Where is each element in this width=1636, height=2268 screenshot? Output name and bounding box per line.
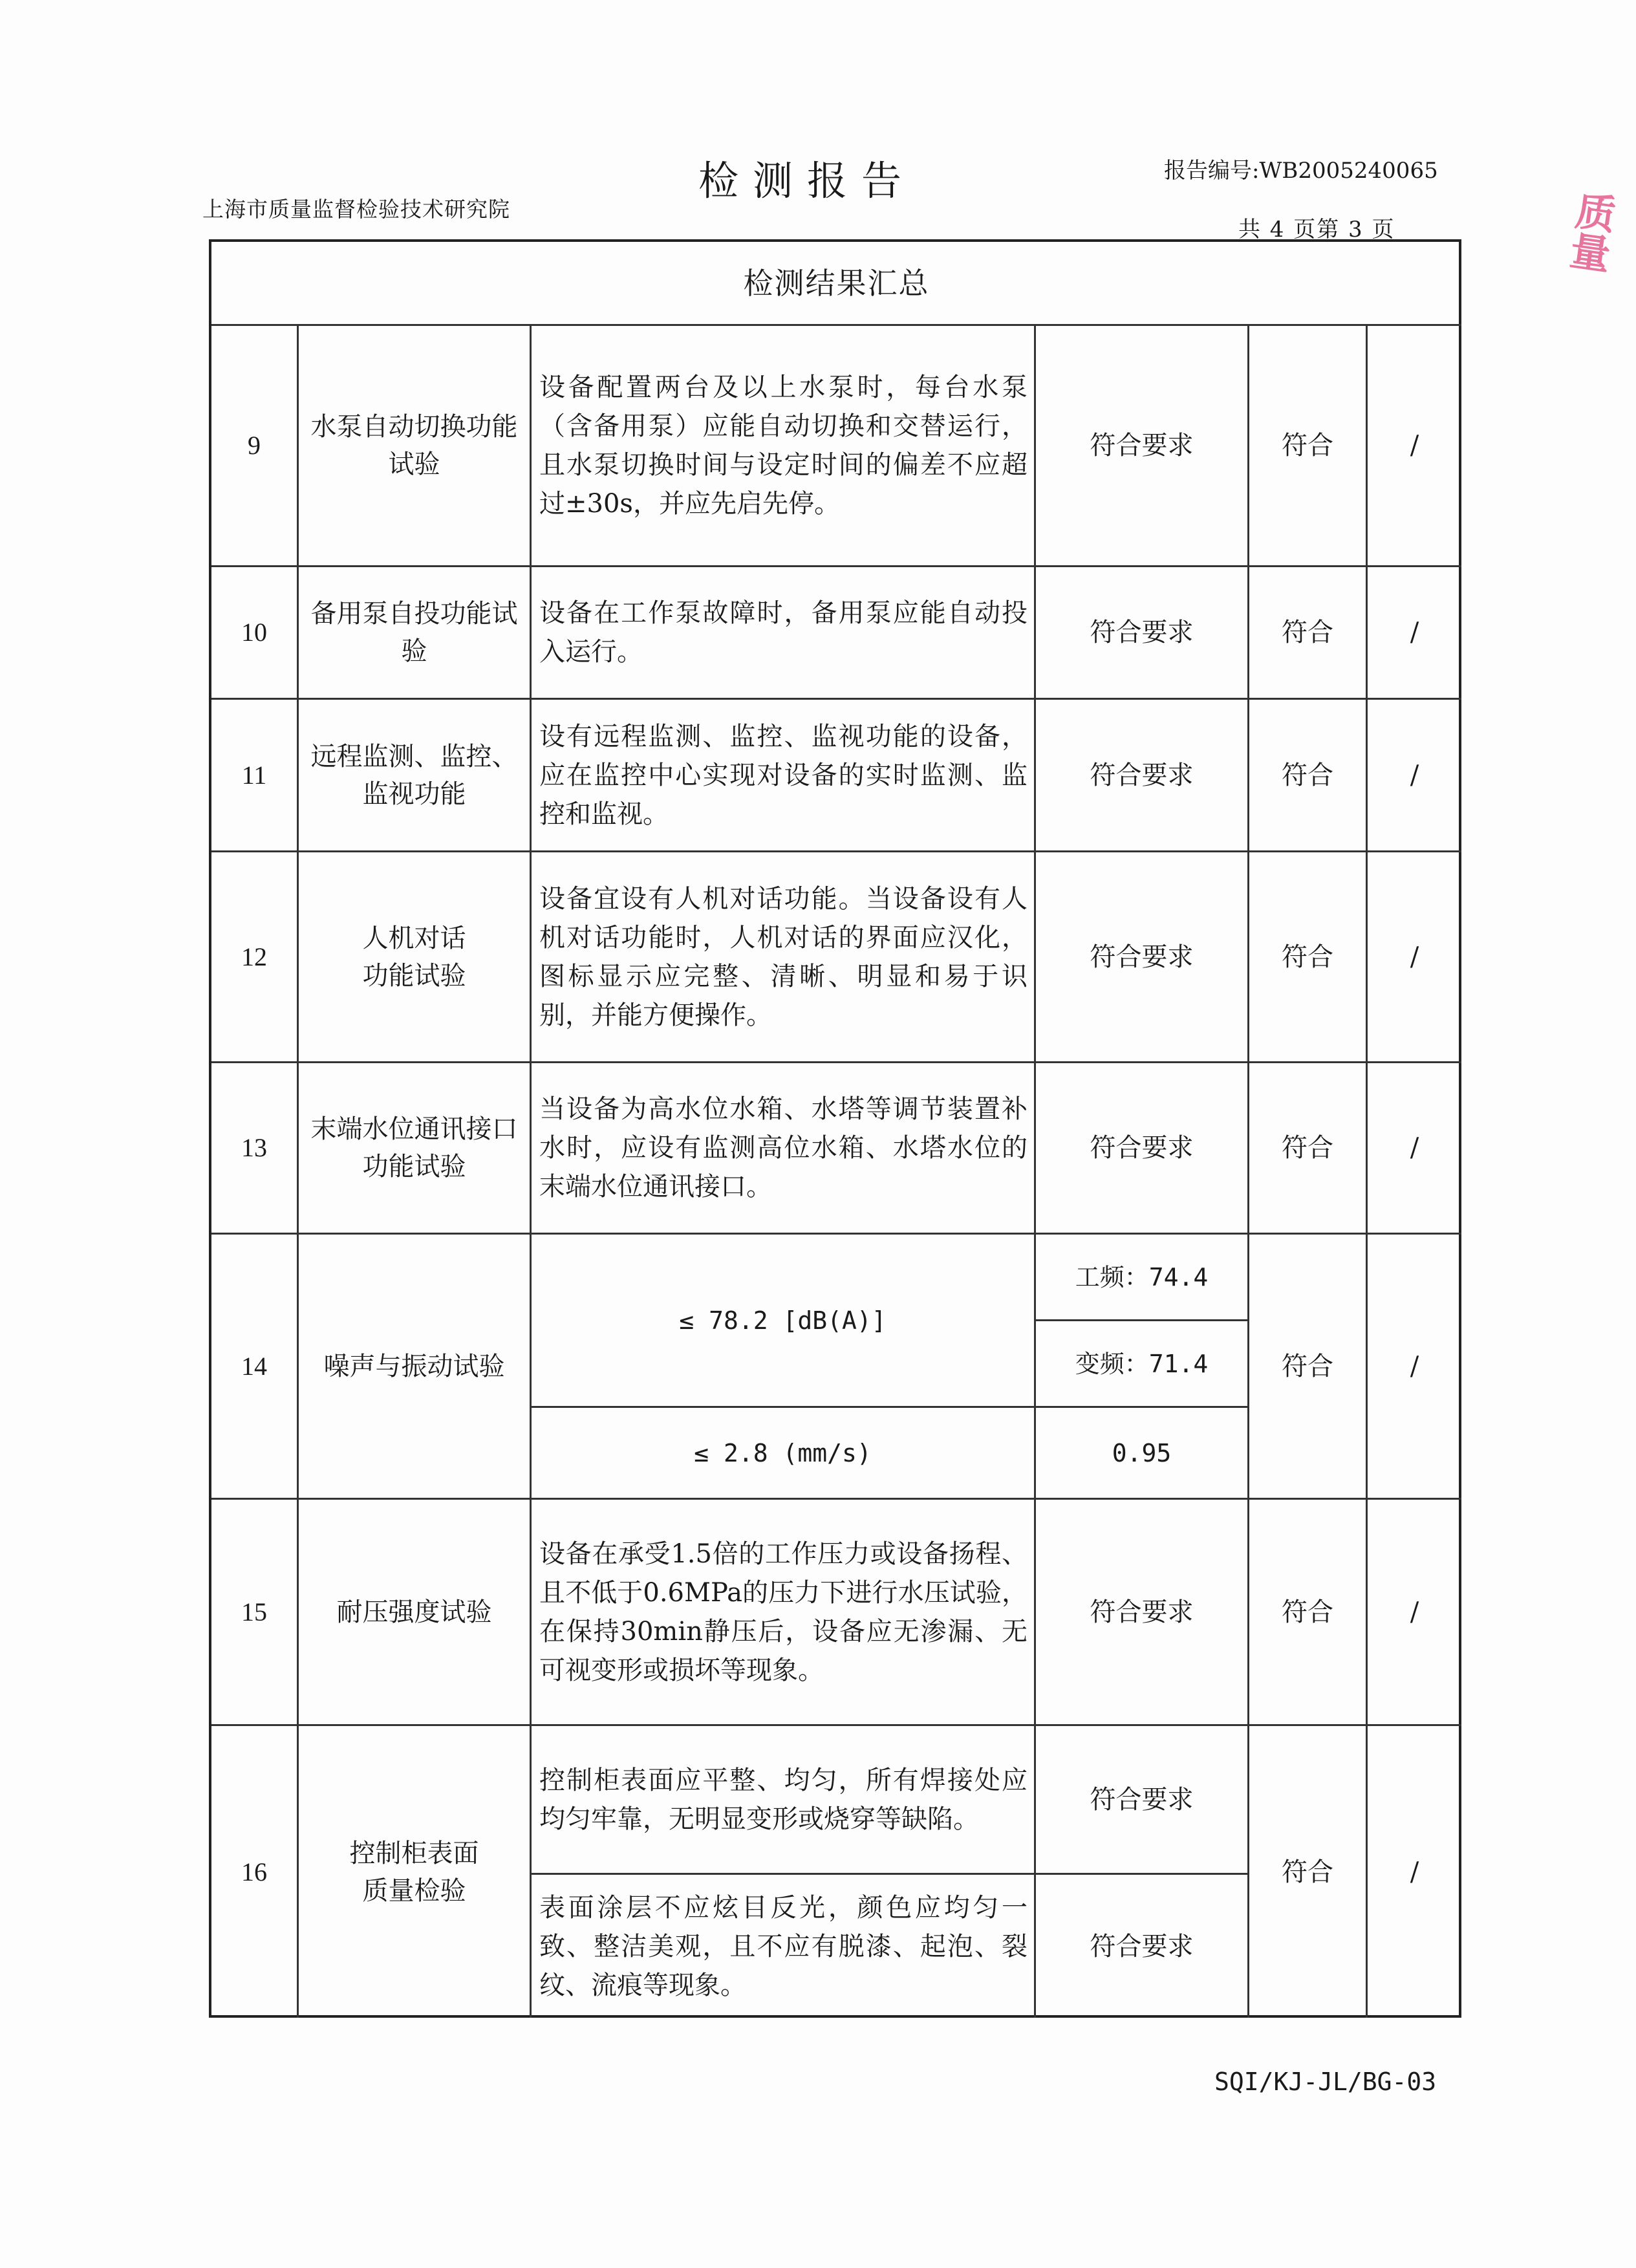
remark-text: / [1368,1063,1461,1235]
item-name: 控制柜表面质量检验 [299,1726,532,2018]
report-title: 检测报告 [698,157,916,204]
result-text: 符合要求 [1036,1875,1249,2018]
document-code: SQI/KJ-JL/BG-03 [1214,2068,1437,2096]
row-number: 16 [211,1726,299,2018]
vibration-requirement: ≤ 2.8 (mm/s) [532,1408,1036,1500]
item-name: 人机对话功能试验 [299,852,532,1063]
remark-text: / [1368,1500,1461,1726]
requirement-text: 设备在工作泵故障时，备用泵应能自动投入运行。 [532,567,1036,700]
item-name: 末端水位通讯接口功能试验 [299,1063,532,1235]
row-number: 14 [211,1235,299,1500]
remark-text: / [1368,852,1461,1063]
report-number: 报告编号:WB2005240065 [1164,158,1438,184]
row-number: 13 [211,1063,299,1235]
conclusion-text: 符合 [1249,1500,1368,1726]
requirement-text: 设备在承受1.5倍的工作压力或设备扬程、且不低于0.6MPa的压力下进行水压试验，在保持30min静压后，设备应无渗漏、无可视变形或损坏等现象。 [532,1500,1036,1726]
noise-result-power-frequency: 工频：74.4 [1036,1235,1249,1321]
remark-text: / [1368,567,1461,700]
red-seal-stamp [1561,181,1636,491]
item-name: 备用泵自投功能试验 [299,567,532,700]
row-number: 10 [211,567,299,700]
conclusion-text: 符合 [1249,567,1368,700]
row-number: 11 [211,700,299,852]
remark-text: / [1410,1857,1419,1887]
conclusion-text: 符合 [1249,1235,1368,1500]
noise-result-variable-frequency: 变频：71.4 [1036,1321,1249,1408]
item-name: 耐压强度试验 [299,1500,532,1726]
requirement-text: 当设备为高水位水箱、水塔等调节装置补水时，应设有监测高位水箱、水塔水位的末端水位通讯接口。 [532,1063,1036,1235]
remark-text: / [1368,1235,1461,1500]
table-title: 检测结果汇总 [211,242,1461,326]
stamp-text: 质量 [1561,188,1619,275]
remark-text: / [1368,700,1461,852]
requirement-text: 表面涂层不应炫目反光，颜色应均匀一致、整洁美观，且不应有脱漆、起泡、裂纹、流痕等现象。 [532,1875,1036,2018]
conclusion-text: 符合 [1249,326,1368,567]
requirement-text: 设备宜设有人机对话功能。当设备设有人机对话功能时，人机对话的界面应汉化，图标显示应完整、清晰、明显和易于识别，并能方便操作。 [532,852,1036,1063]
item-name: 远程监测、监控、监视功能 [299,700,532,852]
requirement-text: 设有远程监测、监控、监视功能的设备，应在监控中心实现对设备的实时监测、监控和监视。 [532,700,1036,852]
requirement-text: 控制柜表面应平整、均匀，所有焊接处应均匀牢靠，无明显变形或烧穿等缺陷。 [532,1726,1036,1875]
result-text: 符合要求 [1036,567,1249,700]
result-text: 符合要求 [1036,852,1249,1063]
remark-text: / [1368,326,1461,567]
conclusion-text: 符合 [1249,700,1368,852]
row-number: 15 [211,1500,299,1726]
result-text: 符合要求 [1036,700,1249,852]
result-text: 符合要求 [1036,1063,1249,1235]
vibration-result: 0.95 [1036,1408,1249,1500]
results-summary-table [209,239,1461,2018]
page-info: 共 4 页第 3 页 [1238,217,1395,243]
item-name: 噪声与振动试验 [299,1235,532,1500]
result-text: 符合要求 [1036,326,1249,567]
row-number: 12 [211,852,299,1063]
item-name: 水泵自动切换功能试验 [299,326,532,567]
noise-requirement: ≤ 78.2 [dB(A)] [532,1235,1036,1408]
requirement-text: 设备配置两台及以上水泵时，每台水泵（含备用泵）应能自动切换和交替运行，且水泵切换时间与设定时间的偏差不应超过±30s，并应先启先停。 [532,326,1036,567]
conclusion-text: 符合 [1249,852,1368,1063]
result-text: 符合要求 [1036,1500,1249,1726]
conclusion-text: 符合 [1249,1063,1368,1235]
conclusion-text: 符合 [1249,1726,1368,2018]
row-number: 9 [211,326,299,567]
organization-name: 上海市质量监督检验技术研究院 [202,197,510,222]
result-text: 符合要求 [1036,1726,1249,1875]
